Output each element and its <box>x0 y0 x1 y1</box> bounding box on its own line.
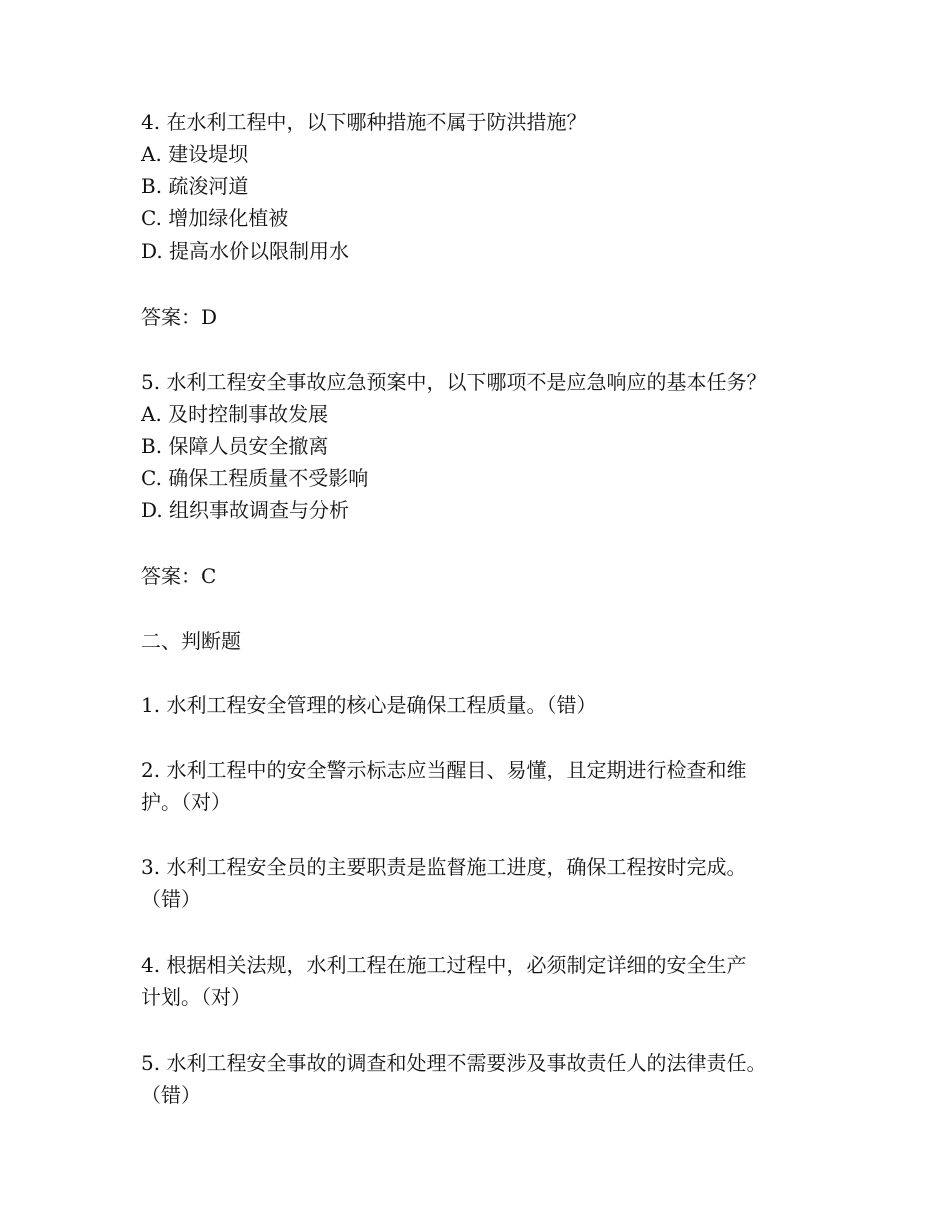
section-title: 二、判断题 <box>141 629 241 653</box>
tf-item-5-line-2: （错） <box>141 1083 201 1107</box>
q4-option-c: C. 增加绿化植被 <box>141 206 289 230</box>
question-5-text: 5. 水利工程安全事故应急预案中，以下哪项不是应急响应的基本任务？ <box>141 370 767 394</box>
tf-item-2-line-1: 2. 水利工程中的安全警示标志应当醒目、易懂，且定期进行检查和维 <box>141 758 747 782</box>
tf-item-4-line-2: 计划。（对） <box>141 985 251 1009</box>
tf-item-5-line-1: 5. 水利工程安全事故的调查和处理不需要涉及事故责任人的法律责任。 <box>141 1051 767 1075</box>
q5-answer: 答案：C <box>141 564 217 588</box>
q5-option-b: B. 保障人员安全撤离 <box>141 434 329 458</box>
q4-option-d: D. 提高水价以限制用水 <box>141 239 350 263</box>
q5-option-c: C. 确保工程质量不受影响 <box>141 466 369 490</box>
tf-item-3-line-1: 3. 水利工程安全员的主要职责是监督施工进度，确保工程按时完成。 <box>141 855 747 879</box>
q4-answer: 答案：D <box>141 305 218 329</box>
q4-option-a: A. 建设堤坝 <box>141 142 249 166</box>
question-4-text: 4. 在水利工程中，以下哪种措施不属于防洪措施？ <box>141 110 587 134</box>
tf-item-1: 1. 水利工程安全管理的核心是确保工程质量。（错） <box>141 693 597 717</box>
tf-item-3-line-2: （错） <box>141 887 201 911</box>
tf-item-2-line-2: 护。（对） <box>141 790 231 814</box>
tf-item-4-line-1: 4. 根据相关法规，水利工程在施工过程中，必须制定详细的安全生产 <box>141 953 747 977</box>
q4-option-b: B. 疏浚河道 <box>141 174 249 198</box>
q5-option-a: A. 及时控制事故发展 <box>141 402 329 426</box>
q5-option-d: D. 组织事故调查与分析 <box>141 498 350 522</box>
